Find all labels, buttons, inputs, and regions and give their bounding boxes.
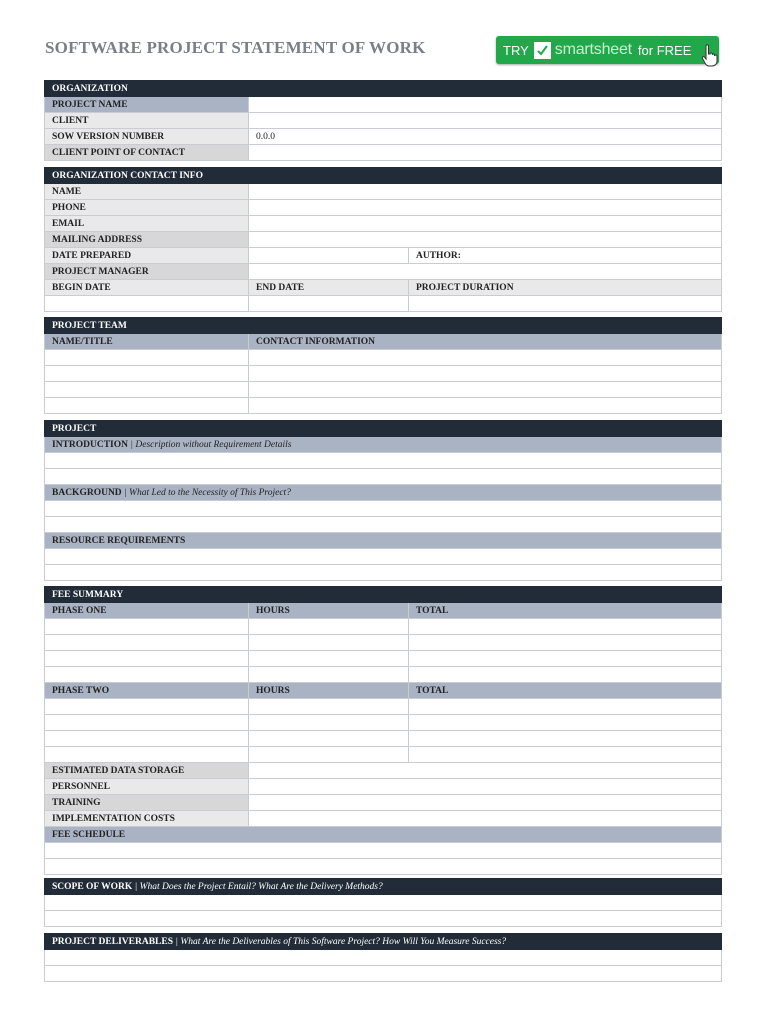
fee-cell[interactable]: [249, 731, 409, 747]
organization-header: ORGANIZATION: [45, 81, 722, 97]
project-duration-label: PROJECT DURATION: [409, 280, 722, 296]
introduction-field[interactable]: [45, 453, 722, 469]
client-poc-label: CLIENT POINT OF CONTACT: [45, 145, 249, 161]
deliverables-field[interactable]: [45, 966, 722, 982]
author-label: AUTHOR:: [409, 248, 722, 264]
fee-cell[interactable]: [45, 715, 249, 731]
free-label: for FREE: [637, 42, 692, 58]
project-manager-label: PROJECT MANAGER: [45, 264, 249, 280]
fee-cell[interactable]: [409, 715, 722, 731]
fee-cell[interactable]: [409, 619, 722, 635]
page-title: SOFTWARE PROJECT STATEMENT OF WORK: [45, 38, 426, 57]
fee-cell[interactable]: [249, 619, 409, 635]
resource-field[interactable]: [45, 549, 722, 565]
fee-cell[interactable]: [409, 731, 722, 747]
team-cell[interactable]: [249, 350, 722, 366]
introduction-field[interactable]: [45, 469, 722, 485]
project-name-field[interactable]: [249, 97, 722, 113]
deliverables-table: [44, 933, 722, 982]
fee-cell[interactable]: [249, 651, 409, 667]
scope-field[interactable]: [45, 895, 722, 911]
implementation-costs-label: IMPLEMENTATION COSTS: [45, 811, 249, 827]
fee-schedule-field[interactable]: [45, 843, 722, 859]
fee-schedule-label: FEE SCHEDULE: [45, 827, 722, 843]
fee-cell[interactable]: [45, 619, 249, 635]
hours-column: HOURS: [249, 603, 409, 619]
begin-date-field[interactable]: [45, 296, 249, 312]
project-table: [44, 420, 722, 581]
fee-cell[interactable]: [409, 635, 722, 651]
fee-cell[interactable]: [409, 747, 722, 763]
scope-hint: | What Does the Project Entail? What Are the Delivery Methods?: [132, 881, 383, 892]
project-duration-field[interactable]: [409, 296, 722, 312]
fee-cell[interactable]: [249, 747, 409, 763]
client-field[interactable]: [249, 113, 722, 129]
data-storage-field[interactable]: [249, 763, 722, 779]
team-cell[interactable]: [45, 382, 249, 398]
date-prepared-label: DATE PREPARED: [45, 248, 249, 264]
fee-cell[interactable]: [409, 651, 722, 667]
email-field[interactable]: [249, 216, 722, 232]
scope-heading: [45, 879, 722, 895]
background-field[interactable]: [45, 517, 722, 533]
project-header: PROJECT: [45, 421, 722, 437]
fee-cell[interactable]: [45, 667, 249, 683]
sow-version-label: SOW VERSION NUMBER: [45, 129, 249, 145]
deliverables-heading: [45, 934, 722, 950]
fee-summary-header: FEE SUMMARY: [45, 587, 722, 603]
fee-cell[interactable]: [45, 651, 249, 667]
background-field[interactable]: [45, 501, 722, 517]
project-name-label: PROJECT NAME: [45, 97, 249, 113]
introduction-hint: | Description without Requirement Details: [128, 439, 292, 450]
introduction-label: INTRODUCTION: [52, 439, 129, 450]
fee-cell[interactable]: [249, 667, 409, 683]
fee-cell[interactable]: [409, 667, 722, 683]
organization-table: [44, 80, 722, 161]
deliverables-hint: | What Are the Deliverables of This Software Project? How Will You Measure Success?: [172, 936, 507, 947]
contact-info-column: CONTACT INFORMATION: [249, 334, 722, 350]
end-date-label: END DATE: [249, 280, 409, 296]
brand-label: smartsheet: [554, 41, 632, 58]
team-cell[interactable]: [45, 366, 249, 382]
contact-header: ORGANIZATION CONTACT INFO: [45, 168, 722, 184]
background-label: BACKGROUND: [52, 487, 122, 498]
name-field[interactable]: [249, 184, 722, 200]
background-hint: | What Led to the Necessity of This Project?: [121, 487, 291, 498]
fee-cell[interactable]: [249, 715, 409, 731]
total-column: TOTAL: [409, 683, 722, 699]
team-cell[interactable]: [249, 382, 722, 398]
introduction-heading: [45, 437, 722, 453]
scope-field[interactable]: [45, 911, 722, 927]
team-cell[interactable]: [249, 398, 722, 414]
phase-one-label: PHASE ONE: [45, 603, 249, 619]
fee-cell[interactable]: [45, 699, 249, 715]
project-manager-field[interactable]: [249, 264, 722, 280]
phase-two-label: PHASE TWO: [45, 683, 249, 699]
team-cell[interactable]: [249, 366, 722, 382]
scope-label: SCOPE OF WORK: [52, 881, 133, 892]
team-cell[interactable]: [45, 350, 249, 366]
fee-cell[interactable]: [45, 635, 249, 651]
hours-column: HOURS: [249, 683, 409, 699]
data-storage-label: ESTIMATED DATA STORAGE: [45, 763, 249, 779]
email-label: EMAIL: [45, 216, 249, 232]
client-label: CLIENT: [45, 113, 249, 129]
resource-requirements-label: RESOURCE REQUIREMENTS: [45, 533, 722, 549]
end-date-field[interactable]: [249, 296, 409, 312]
deliverables-field[interactable]: [45, 950, 722, 966]
name-label: NAME: [45, 184, 249, 200]
date-prepared-field[interactable]: [249, 248, 409, 264]
begin-date-label: BEGIN DATE: [45, 280, 249, 296]
fee-cell[interactable]: [409, 699, 722, 715]
personnel-label: PERSONNEL: [45, 779, 249, 795]
fee-cell[interactable]: [45, 747, 249, 763]
fee-cell[interactable]: [45, 731, 249, 747]
scope-table: [44, 878, 722, 927]
try-label: TRY: [503, 42, 529, 58]
check-icon: [534, 42, 551, 59]
fee-cell[interactable]: [249, 635, 409, 651]
training-field[interactable]: [249, 795, 722, 811]
fee-cell[interactable]: [249, 699, 409, 715]
resource-field[interactable]: [45, 565, 722, 581]
deliverables-label: PROJECT DELIVERABLES: [52, 936, 173, 947]
background-heading: [45, 485, 722, 501]
sow-version-field[interactable]: 0.0.0: [249, 129, 722, 145]
team-table: [44, 317, 722, 414]
contact-table: [44, 167, 722, 312]
team-header: PROJECT TEAM: [45, 318, 722, 334]
try-smartsheet-button[interactable]: [496, 36, 719, 64]
phone-field[interactable]: [249, 200, 722, 216]
training-label: TRAINING: [45, 795, 249, 811]
mailing-address-field[interactable]: [249, 232, 722, 248]
personnel-field[interactable]: [249, 779, 722, 795]
name-title-column: NAME/TITLE: [45, 334, 249, 350]
fee-schedule-field[interactable]: [45, 859, 722, 875]
fee-summary-table: [44, 586, 722, 875]
phone-label: PHONE: [45, 200, 249, 216]
team-cell[interactable]: [45, 398, 249, 414]
mailing-address-label: MAILING ADDRESS: [45, 232, 249, 248]
total-column: TOTAL: [409, 603, 722, 619]
hand-cursor-icon: [700, 44, 720, 68]
client-poc-field[interactable]: [249, 145, 722, 161]
implementation-costs-field[interactable]: [249, 811, 722, 827]
